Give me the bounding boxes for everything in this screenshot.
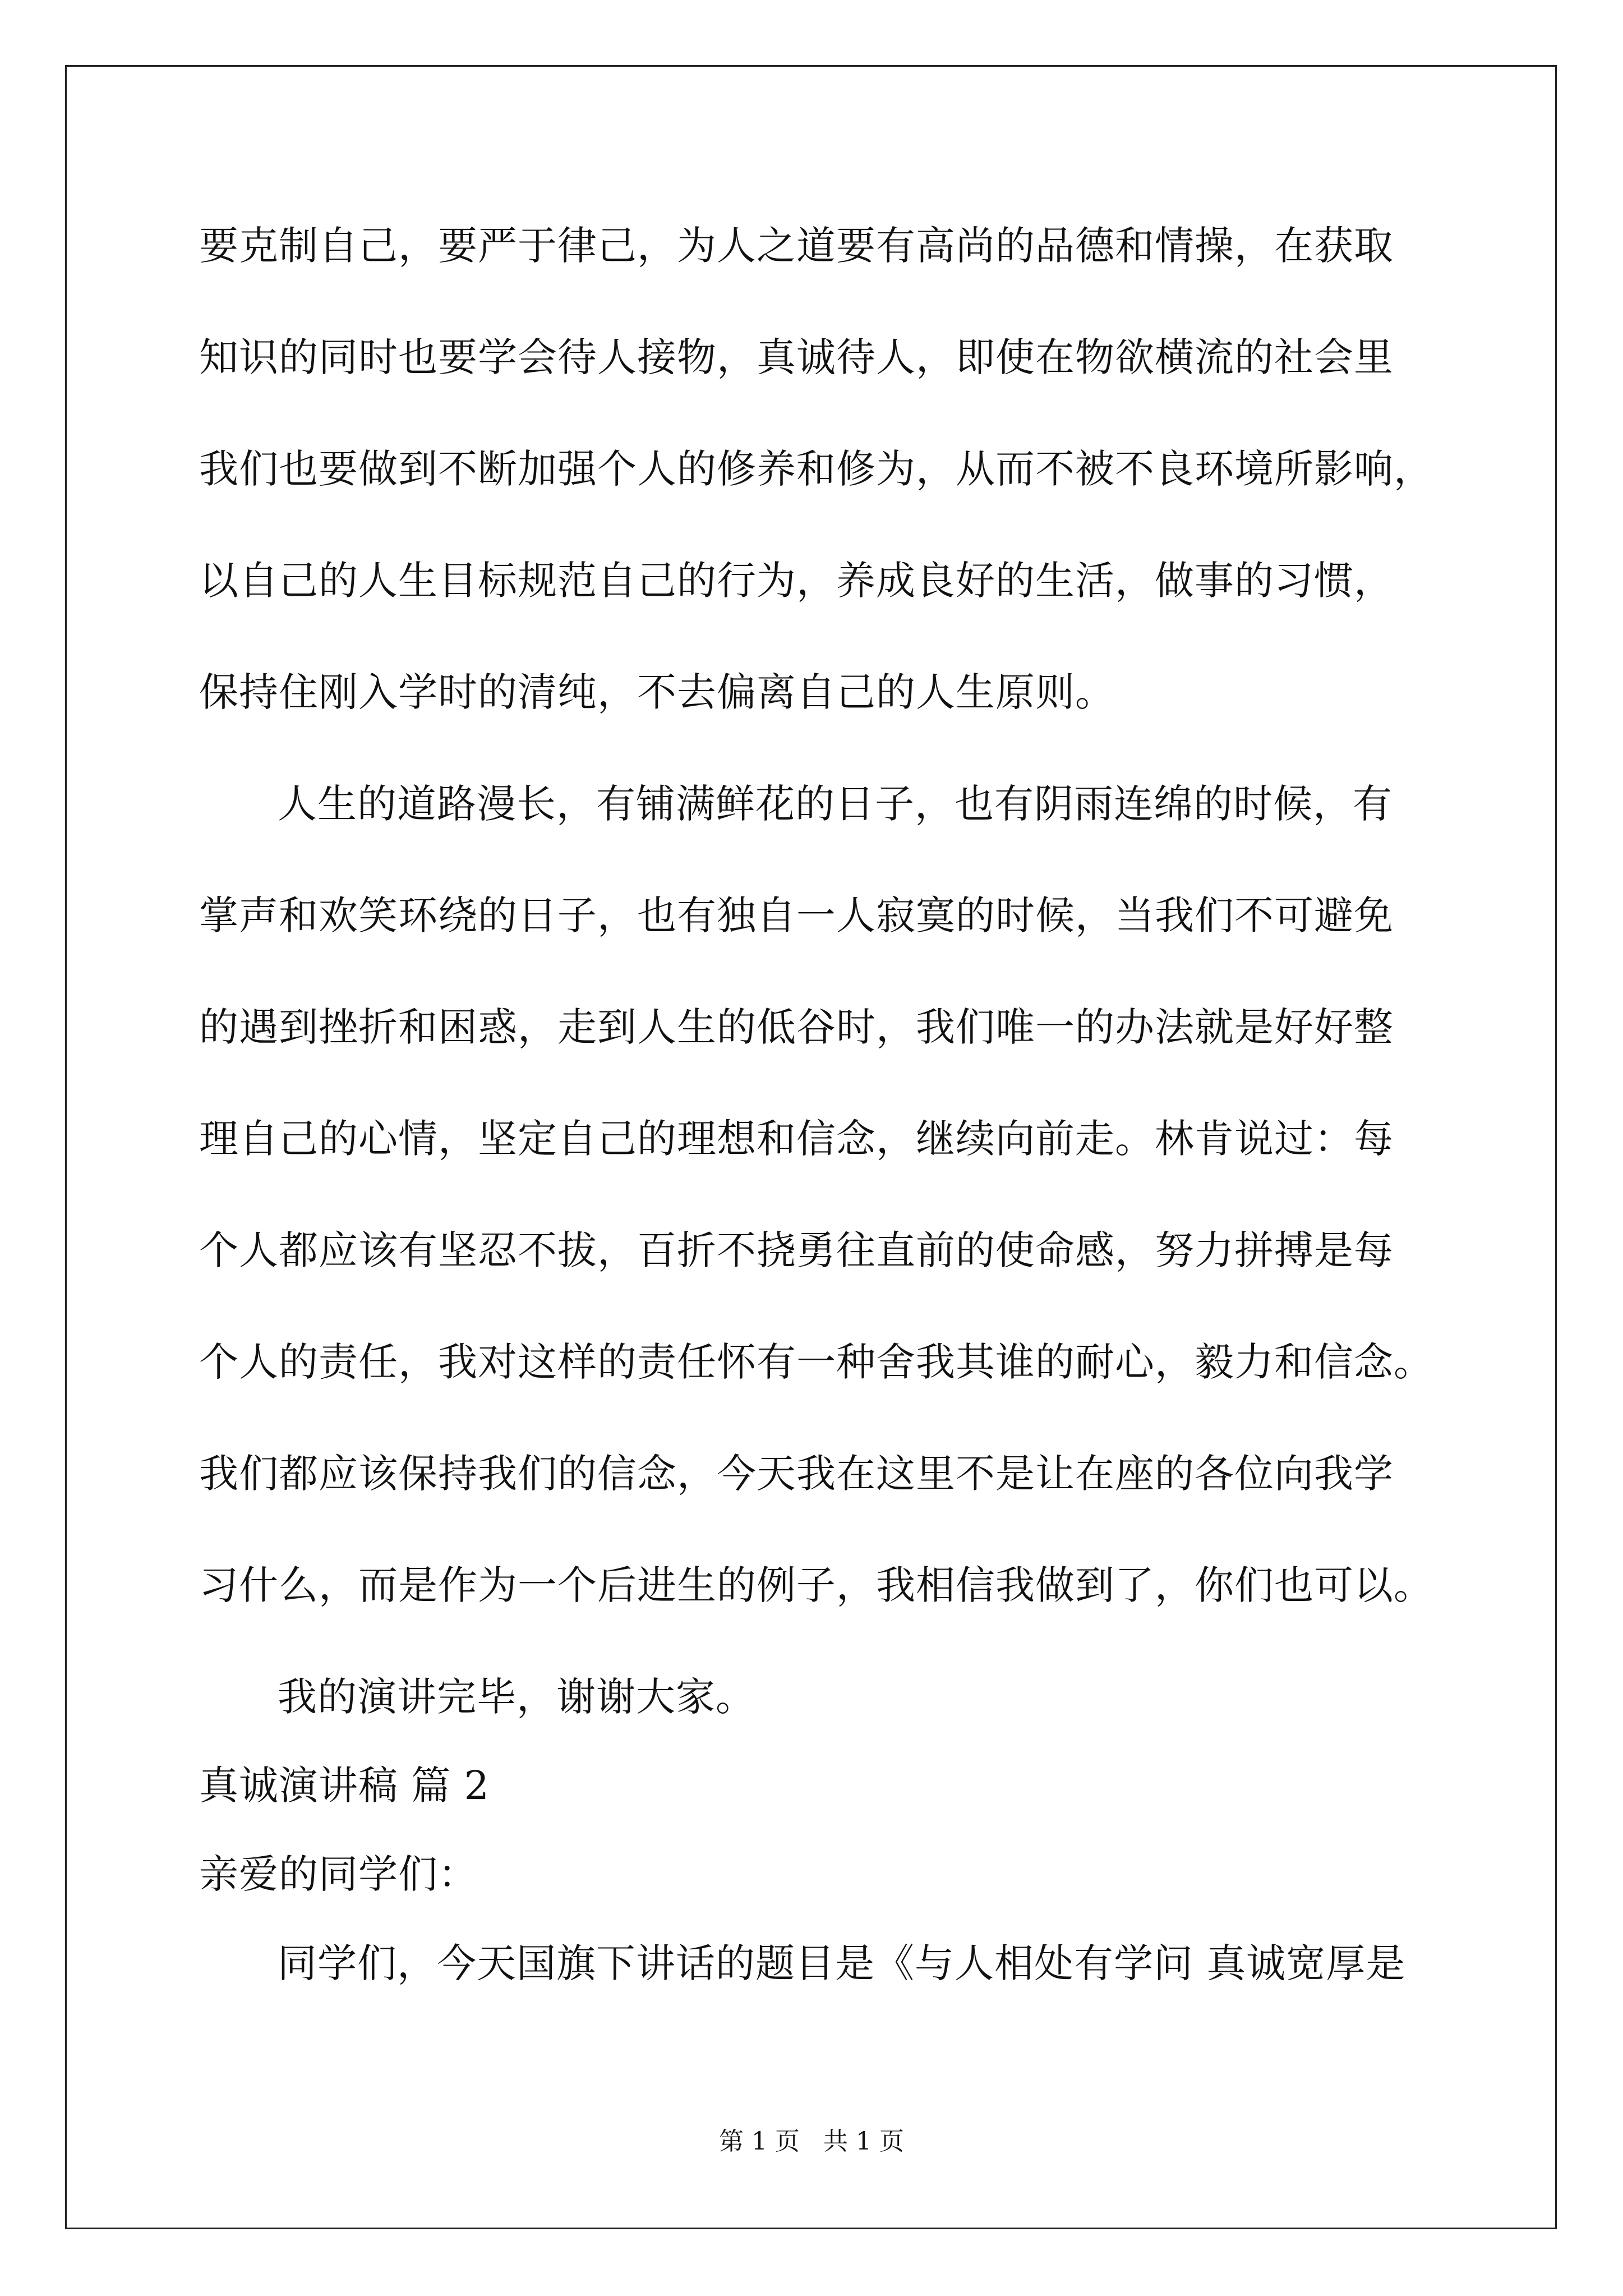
- text-line: 以自己的人生目标规范自己的行为，养成良好的生活，做事的习惯，: [199, 558, 1394, 604]
- paragraph-first-line: 人生的道路漫长，有铺满鲜花的日子，也有阴雨连绵的时候，有: [278, 781, 1393, 827]
- text-line: 习什么，而是作为一个后进生的例子，我相信我做到了，你们也可以。: [199, 1562, 1433, 1608]
- text-line: 我们都应该保持我们的信念，今天我在这里不是让在座的各位向我学: [199, 1451, 1394, 1497]
- paragraph-first-line: 同学们，今天国旗下讲话的题目是《与人相处有学问 真诚宽厚是: [278, 1940, 1406, 1986]
- text-line: 个人都应该有坚忍不拔，百折不挠勇往直前的使命感，努力拼搏是每: [199, 1227, 1394, 1273]
- section-heading: 真诚演讲稿 篇 2: [199, 1763, 490, 1809]
- text-line: 要克制自己，要严于律己，为人之道要有高尚的品德和情操，在获取: [199, 223, 1394, 269]
- text-line: 掌声和欢笑环绕的日子，也有独自一人寂寞的时候，当我们不可避免: [199, 892, 1394, 938]
- text-line: 知识的同时也要学会待人接物，真诚待人，即使在物欲横流的社会里: [199, 334, 1394, 380]
- text-line: 的遇到挫折和困惑，走到人生的低谷时，我们唯一的办法就是好好整: [199, 1004, 1394, 1050]
- text-line: 个人的责任，我对这样的责任怀有一种舍我其谁的耐心，毅力和信念。: [199, 1339, 1433, 1385]
- page-footer: 第 1 页 共 1 页: [719, 2127, 904, 2156]
- salutation: 亲爱的同学们：: [199, 1851, 478, 1897]
- text-line: 理自己的心情，坚定自己的理想和信念，继续向前走。林肯说过：每: [199, 1116, 1394, 1162]
- closing-line: 我的演讲完毕，谢谢大家。: [278, 1674, 755, 1720]
- text-line: 保持住刚入学时的清纯，不去偏离自己的人生原则。: [199, 669, 1115, 715]
- text-line: 我们也要做到不断加强个人的修养和修为，从而不被不良环境所影响，: [199, 446, 1433, 492]
